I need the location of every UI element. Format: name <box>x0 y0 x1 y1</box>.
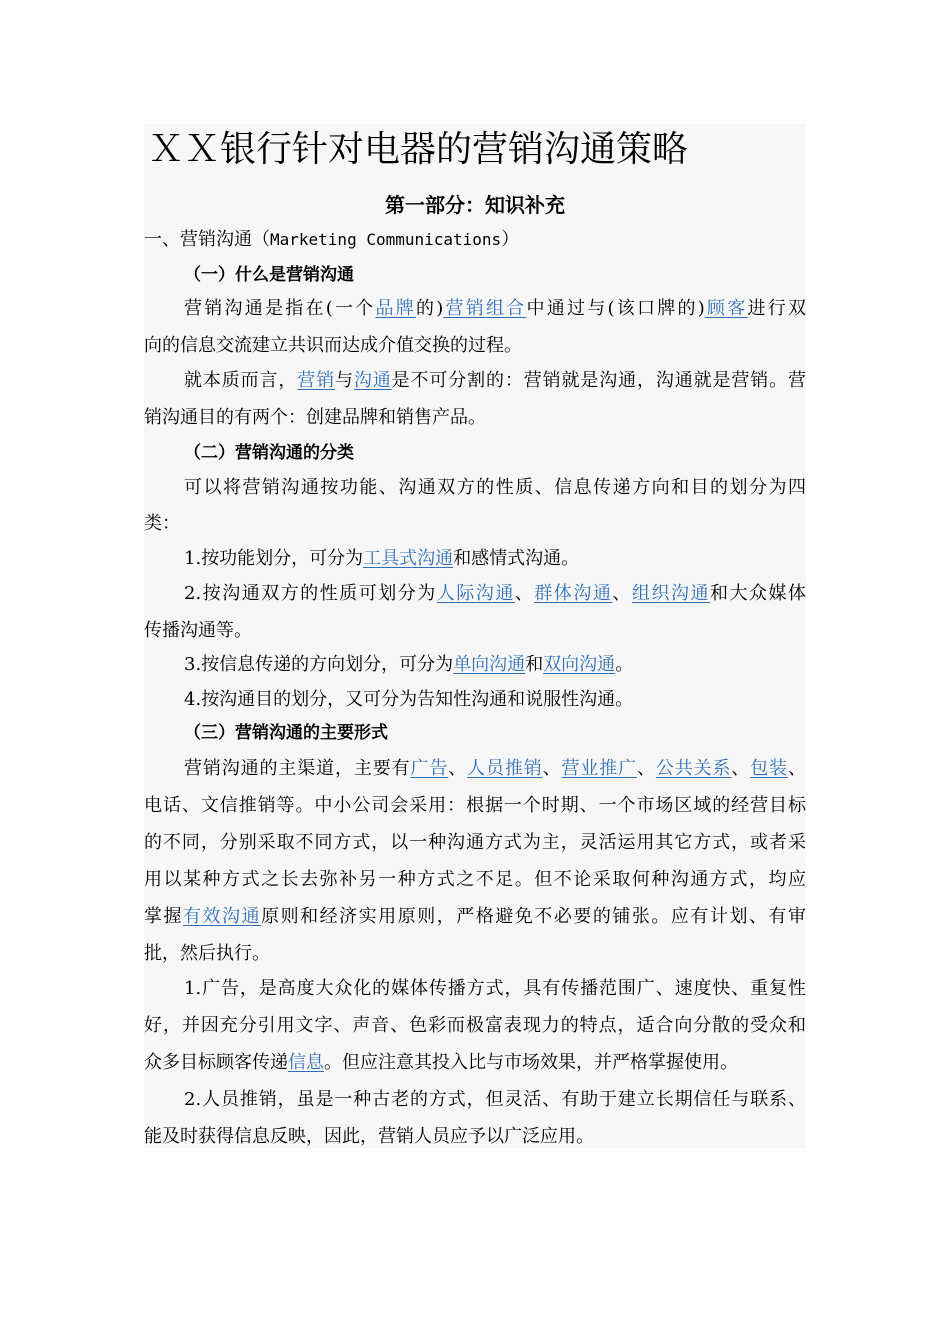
paragraph-4-text: 原则和经济实用原则，严格避免不必要的铺张。应有计划、有审 <box>261 906 806 927</box>
paragraph-2-text: 就本质而言， <box>184 370 298 391</box>
link-one-way-communication[interactable]: 单向沟通 <box>453 654 526 675</box>
paragraph-1-text: 中通过与(该口牌的) <box>526 298 705 319</box>
link-sales-promotion[interactable]: 营业推广 <box>561 758 637 779</box>
document-title: ＸＸ银行针对电器的营销沟通策略 <box>148 129 689 170</box>
subheading-main-forms: （三）营销沟通的主要形式 <box>184 723 388 743</box>
paragraph-1-text: 营销沟通是指在(一个 <box>184 298 376 319</box>
paragraph-3-line-1: 可以将营销沟通按功能、沟通双方的性质、信息传递方向和目的划分为四 <box>184 477 806 498</box>
paragraph-4-line-6: 批，然后执行。 <box>144 943 270 964</box>
link-group-communication[interactable]: 群体沟通 <box>534 583 613 604</box>
link-brand[interactable]: 品牌 <box>375 298 416 319</box>
link-information[interactable]: 信息 <box>288 1052 324 1073</box>
list-item-1 <box>144 545 806 573</box>
subheading-what-is: （一）什么是营销沟通 <box>184 265 354 285</box>
paragraph-4-line-5 <box>144 903 806 931</box>
paragraph-6-line-1: 2.人员推销，虽是一种古老的方式，但灵活、有助于建立长期信任与联系、 <box>184 1089 806 1110</box>
paragraph-5-text: 。但应注意其投入比与市场效果，并严格掌握使用。 <box>324 1052 738 1073</box>
link-packaging[interactable]: 包装 <box>750 758 788 779</box>
link-effective-communication[interactable]: 有效沟通 <box>183 906 262 927</box>
link-two-way-communication[interactable]: 双向沟通 <box>543 654 616 675</box>
paragraph-4-line-1 <box>144 755 806 783</box>
paragraph-5-line-2: 好，并因充分引用文字、声音、色彩而极富表现力的特点，适合向分散的受众和 <box>144 1015 806 1036</box>
paragraph-1-line-1 <box>144 295 806 323</box>
paragraph-1-text: 的) <box>416 298 444 319</box>
link-marketing[interactable]: 营销 <box>297 370 335 391</box>
paragraph-5-line-3 <box>144 1049 806 1077</box>
list-item-text: 和 <box>525 654 544 675</box>
paragraph-2-line-2: 销沟通目的有两个：创建品牌和销售产品。 <box>144 407 486 428</box>
paragraph-4-line-4: 用以某种方式之长去弥补另一种方式之不足。但不论采取何种沟通方式，均应 <box>144 869 806 890</box>
section-1-heading-prefix: 一、营销沟通（ <box>144 229 270 250</box>
subheading-classification: （二）营销沟通的分类 <box>184 443 354 463</box>
link-instrumental-communication[interactable]: 工具式沟通 <box>363 548 454 569</box>
list-item-text: 3.按信息传递的方向划分，可分为 <box>184 654 454 675</box>
list-item-text: 和感情式沟通。 <box>453 548 580 569</box>
separator: 、 <box>542 758 562 779</box>
list-item-3 <box>144 651 806 679</box>
paragraph-4-line-2: 电话、文信推销等。中小公司会采用：根据一个时期、一个市场区域的经营目标 <box>144 795 806 816</box>
list-item-text: 、 <box>612 583 632 604</box>
section-1-heading-english: Marketing Communications <box>270 230 502 249</box>
link-interpersonal-communication[interactable]: 人际沟通 <box>436 583 515 604</box>
list-item-text: 、 <box>514 583 535 604</box>
link-personal-selling[interactable]: 人员推销 <box>467 758 543 779</box>
paragraph-4-line-3: 的不同，分别采取不同方式，以一种沟通方式为主，灵活运用其它方式，或者采 <box>144 832 806 853</box>
link-advertising[interactable]: 广告 <box>410 758 449 779</box>
link-customer[interactable]: 顾客 <box>704 298 748 319</box>
paragraph-1-line-2: 向的信息交流建立共识而达成介值交换的过程。 <box>144 335 522 356</box>
link-communication[interactable]: 沟通 <box>353 370 392 391</box>
link-organizational-communication[interactable]: 组织沟通 <box>631 583 710 604</box>
section-1-heading-suffix: ） <box>501 229 520 250</box>
list-item-text: 2.按沟通双方的性质可划分为 <box>184 583 437 604</box>
list-item-text: 1.按功能划分，可分为 <box>184 548 364 569</box>
list-item-text: 。 <box>615 654 634 675</box>
separator: 、 <box>788 758 806 779</box>
link-marketing-mix[interactable]: 营销组合 <box>443 298 527 319</box>
list-item-2-line-2: 传播沟通等。 <box>144 620 252 641</box>
separator: 、 <box>731 758 751 779</box>
list-item-text: 和大众媒体 <box>709 583 807 604</box>
list-item-2-line-1 <box>144 580 806 608</box>
paragraph-4-text: 掌握 <box>144 906 184 927</box>
paragraph-5-line-1: 1.广告，是高度大众化的媒体传播方式，具有传播范围广、速度快、重复性 <box>184 978 806 999</box>
link-public-relations[interactable]: 公共关系 <box>655 758 732 779</box>
paragraph-2-line-1 <box>144 367 806 395</box>
paragraph-3-line-2: 类： <box>144 513 180 534</box>
paragraph-2-text: 与 <box>335 370 354 391</box>
paragraph-4-text: 营销沟通的主渠道，主要有 <box>184 758 411 779</box>
paragraph-2-text: 是不可分割的：营销就是沟通，沟通就是营销。营 <box>391 370 806 391</box>
part-heading: 第一部分：知识补充 <box>385 193 565 217</box>
paragraph-5-text: 众多目标顾客传递 <box>144 1052 288 1073</box>
paragraph-6-line-2: 能及时获得信息反映，因此，营销人员应予以广泛应用。 <box>144 1126 594 1147</box>
separator: 、 <box>637 758 656 779</box>
list-item-4: 4.按沟通目的划分，又可分为告知性沟通和说服性沟通。 <box>184 689 634 710</box>
section-1-heading <box>144 226 806 254</box>
paragraph-1-text: 进行双 <box>747 298 807 319</box>
separator: 、 <box>448 758 468 779</box>
